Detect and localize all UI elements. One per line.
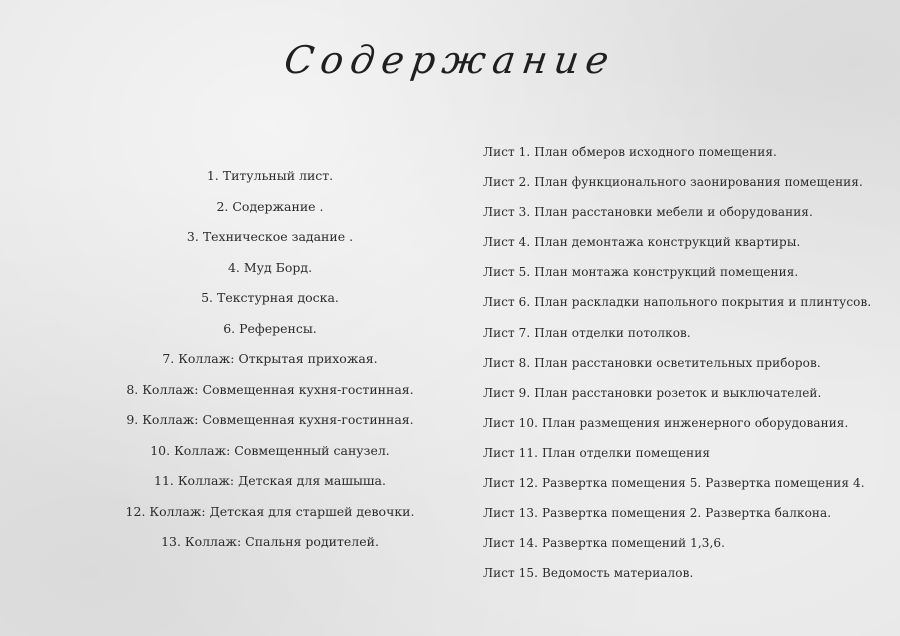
list-item: Лист 14. Развертка помещений 1,3,6. [483, 536, 726, 551]
list-item: 3. Техническое задание . [186, 229, 354, 244]
list-item: Лист 7. План отделки потолков. [483, 325, 691, 340]
list-item: Лист 15. Ведомость материалов. [483, 566, 694, 581]
list-item: 6. Референсы. [223, 320, 317, 336]
list-item: Лист 11. План отделки помещения [483, 445, 711, 460]
list-item: Лист 8. План расстановки осветительных приборов. [483, 355, 821, 370]
list-item: 1. Титульный лист. [206, 168, 334, 183]
list-item: Лист 1. План обмеров исходного помещения. [483, 145, 777, 159]
list-item: 8. Коллаж: Совмещенная кухня-гостинная. [126, 381, 414, 397]
list-item: Лист 9. План расстановки розеток и выключателей. [483, 385, 822, 400]
page-title: Содержание [281, 38, 619, 82]
list-item: Лист 5. План монтажа конструкций помещения. [483, 265, 799, 280]
list-item: 9. Коллаж: Совмещенная кухня-гостинная. [126, 412, 414, 427]
list-item: Лист 6. План раскладки напольного покрытия и плинтусов. [483, 295, 872, 310]
contents-list-right [483, 140, 871, 591]
list-item: Лист 10. План размещения инженерного оборудования. [483, 415, 849, 430]
list-item: Лист 12. Развертка помещения 5. Развертка помещения 4. [483, 476, 865, 491]
list-item: Лист 4. План демонтажа конструкций квартиры. [483, 235, 801, 250]
list-item: 7. Коллаж: Открытая прихожая. [162, 351, 378, 366]
list-item: 2. Содержание . [216, 198, 324, 214]
list-item: 5. Текстурная доска. [201, 290, 339, 305]
list-item: Лист 2. План функционального заонирования помещения. [483, 175, 863, 190]
list-item: Лист 13. Развертка помещения 2. Развертка балкона. [483, 506, 832, 521]
list-item: 13. Коллаж: Спальня родителей. [161, 534, 379, 549]
list-item: 11. Коллаж: Детская для машыша. [154, 473, 386, 488]
list-item: 10. Коллаж: Совмещенный санузел. [150, 442, 390, 458]
list-item: 4. Муд Борд. [227, 259, 313, 275]
contents-list-left [90, 164, 450, 561]
list-item: 12. Коллаж: Детская для старшей девочки. [125, 503, 415, 519]
list-item: Лист 3. План расстановки мебели и оборудования. [483, 205, 813, 220]
